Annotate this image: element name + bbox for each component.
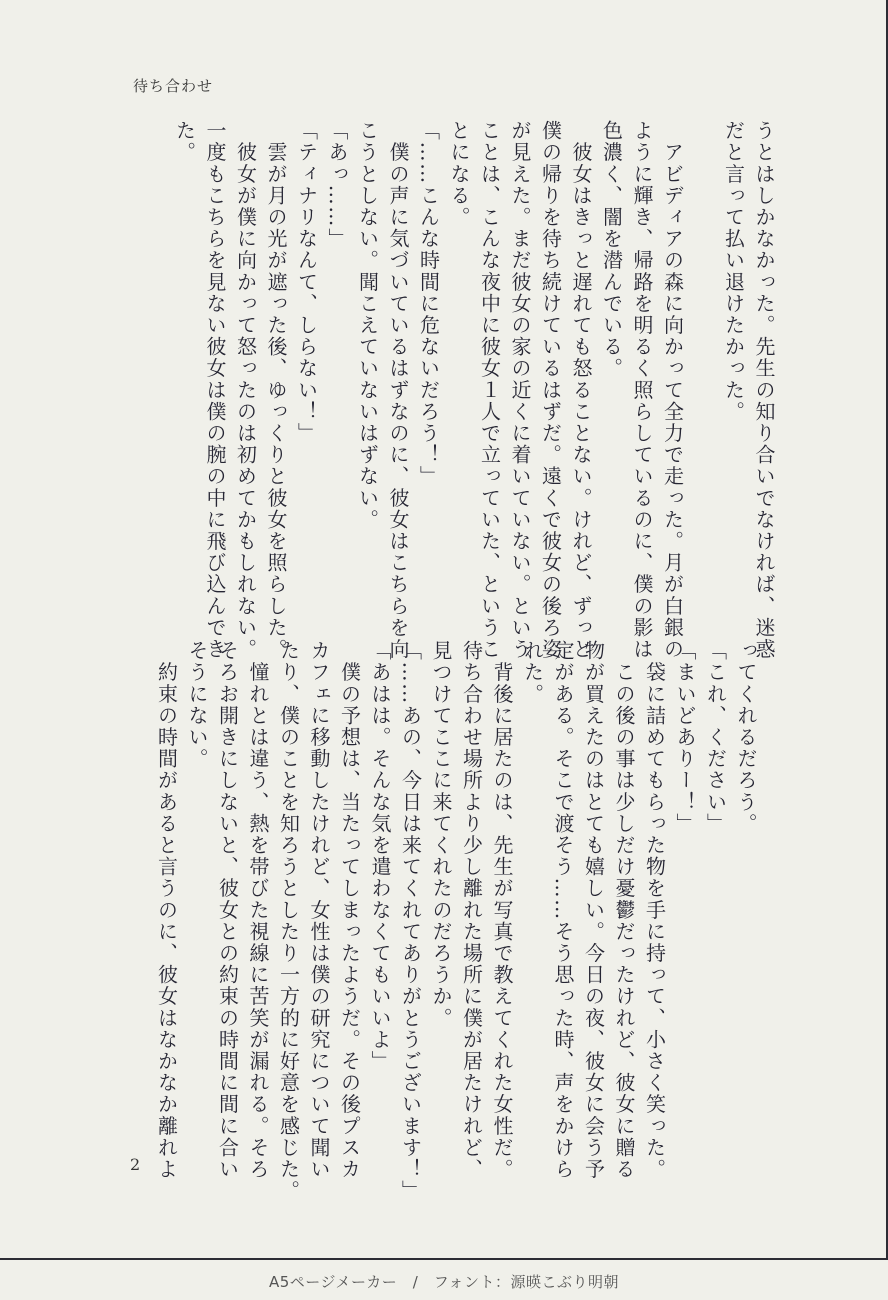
text-line: カフェに移動したけれど、女性は僕の研究について聞い [307,640,331,1180]
text-line: こうとしない。聞こえていないはずない。 [355,120,380,531]
text-line: 僕の声に気づいているはずなのに、彼女はこちらを向 [386,120,410,660]
text-block-upper [169,120,779,660]
text-line: 僕の予想は、当たってしまったようだ。その後プスカ [337,640,362,1180]
text-line: 定がある。そこで渡そう……そう思った時、声をかけら [551,640,575,1180]
text-line: 「これ、ください」 [703,640,728,835]
text-line: が見えた。まだ彼女の家の近くに着いていない。という [508,120,532,660]
text-line: だと言って払い退けたかった。 [721,120,746,423]
text-line: 待ち合わせ場所より少し離れた場所に僕が居たけれど、 [459,640,484,1180]
text-line: アビディアの森に向かって全力で走った。月が白銀の [660,120,685,660]
text-line: 背後に居たのは、先生が写真で教えてくれた女性だ。 [490,640,514,1180]
text-line: 色濃く、闇を潜んでいる。 [599,120,624,380]
text-line: そろお開きにしないと、彼女との約束の時間に間に合い [215,640,240,1180]
text-block-lower [151,640,761,1202]
text-line: ことは、こんな夜中に彼女１人で立っていた、というこ [477,120,502,660]
text-line: そうにない。 [185,640,209,770]
text-line: 彼女が僕に向かって怒ったのは初めてかもしれない。 [233,120,258,660]
text-line: ように輝き、帰路を明るく照らしているのに、僕の影は [630,120,654,660]
text-line: 「……こんな時間に危ないだろう！」 [416,120,441,488]
text-line: 「あはは。そんな気を遣わなくてもいいよ」 [368,640,392,1072]
text-line: れた。 [520,640,545,705]
text-line: 憧れとは違う、熱を帯びた視線に苦笑が漏れる。そろ [246,640,270,1180]
text-line: 約束の時間があると言うのに、彼女はなかなか離れよ [154,640,179,1180]
text-line: 僕の帰りを待ち続けているはずだ。遠くで彼女の後ろ姿 [538,120,563,660]
text-line: た。 [172,120,197,164]
text-line: うとはしかなかった。先生の知り合いでなければ、迷惑 [752,120,776,660]
text-line: 「あっ……」 [325,120,349,250]
text-line: 「ティナリなんて、しらない！」 [294,120,319,444]
text-line: 「まいどありー！」 [673,640,697,835]
running-head: 待ち合わせ [133,77,214,95]
text-line: 彼女はきっと遅れても怒ることない。けれど、ずっと [569,120,593,660]
text-line: 雲が月の光が遮った後、ゆっくりと彼女を照らした。 [264,120,288,660]
text-line [688,120,719,610]
page-number: 2 [130,1155,141,1174]
text-line: 一度もこちらを見ない彼女は僕の腕の中に飛び込んでき [203,120,227,660]
text-line: 物が買えたのはとても嬉しい。今日の夜、彼女に会う予 [581,640,606,1180]
text-line: この後の事は少しだけ憂鬱だったけれど、彼女に贈る [612,640,636,1180]
text-line: ってくれるだろう。 [734,640,758,835]
text-line: たり、僕のことを知ろうとしたり一方的に好意を感じた。 [276,640,301,1202]
text-line: 袋に詰めてもらった物を手に持って、小さく笑った。 [642,640,667,1180]
text-line: 「……あの、今日は来てくれてありがとうございます！」 [398,640,423,1202]
text-line: 見つけてここに来てくれたのだろうか。 [429,640,453,1029]
text-line: とになる。 [447,120,471,228]
footer-credit: A5ページメーカー / フォント：源暎こぶり明朝 [268,1272,620,1291]
